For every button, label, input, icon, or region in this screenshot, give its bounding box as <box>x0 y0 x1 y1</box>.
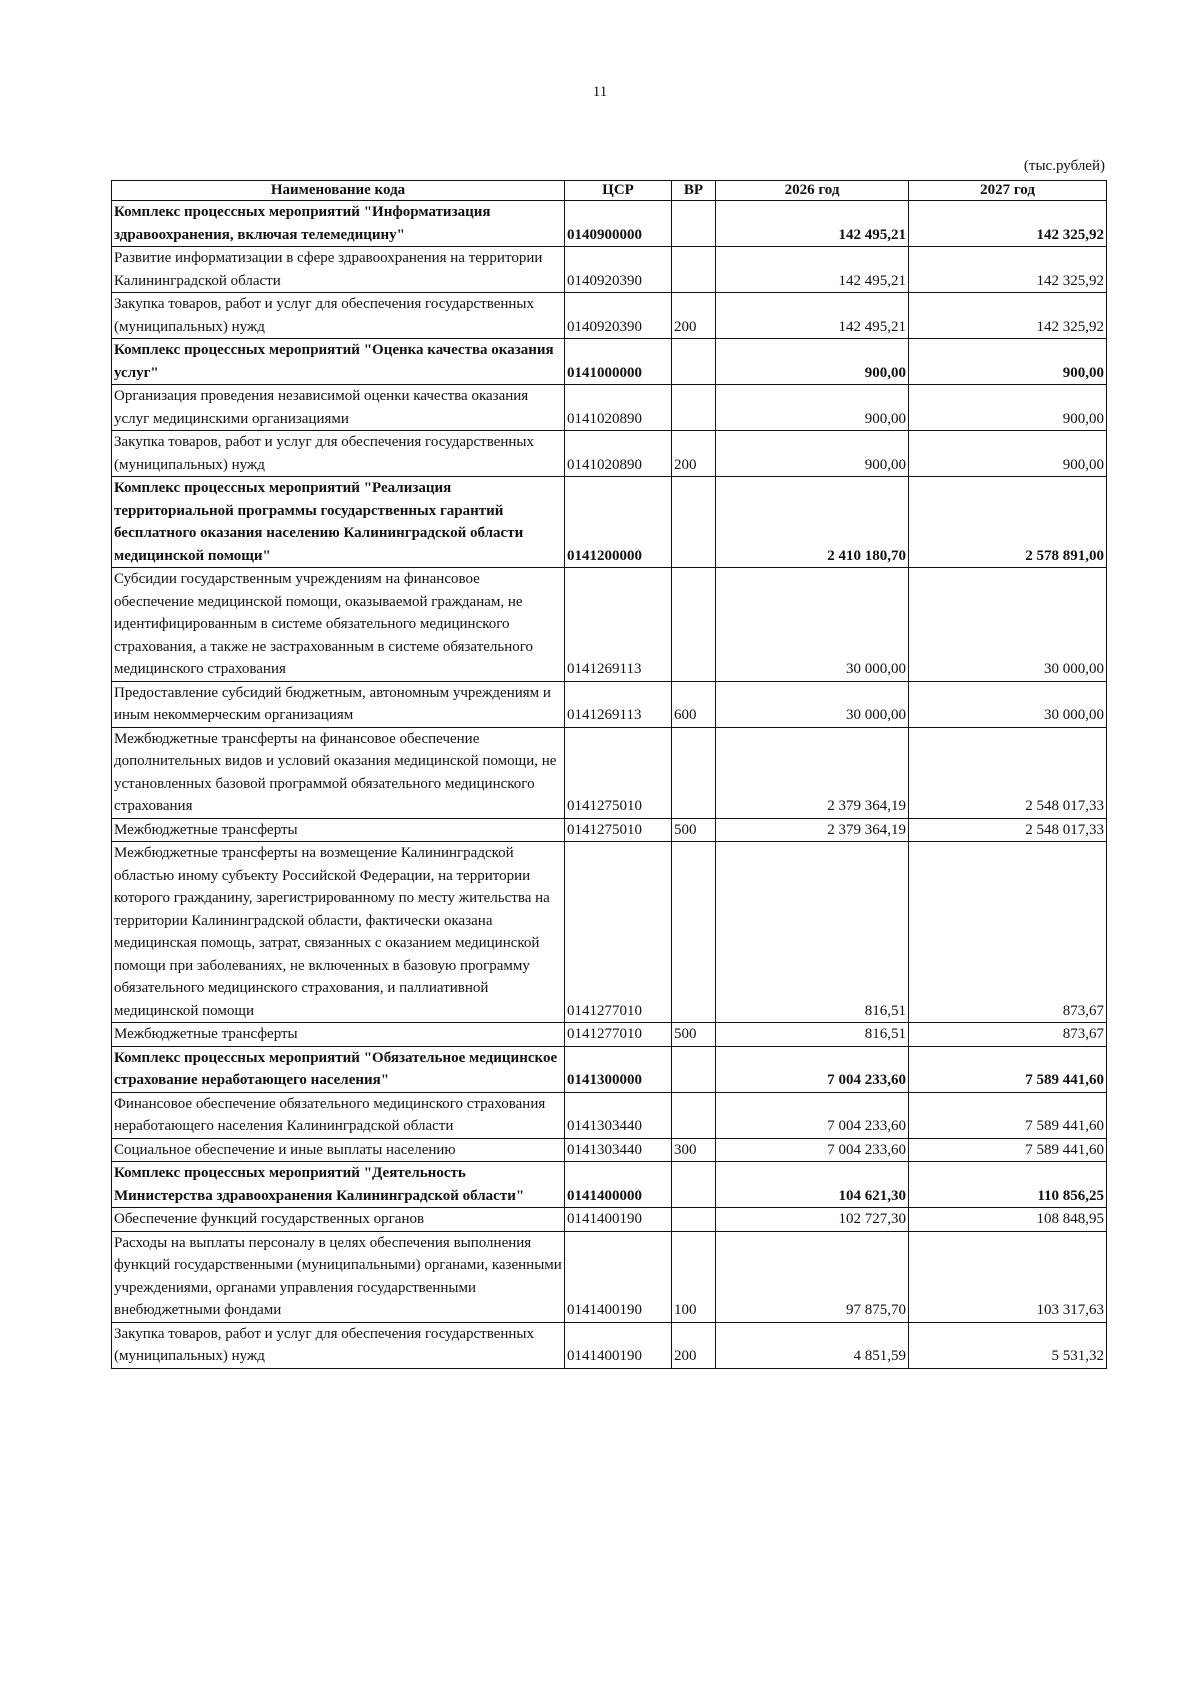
name-cell: Межбюджетные трансферты <box>112 1023 565 1047</box>
csr-cell: 0141200000 <box>565 477 672 568</box>
value-2027-cell: 873,67 <box>909 842 1107 1023</box>
units-label: (тыс.рублей) <box>1023 158 1105 174</box>
value-2026-cell: 142 495,21 <box>716 293 909 339</box>
vr-cell: 100 <box>672 1231 716 1322</box>
vr-cell <box>672 477 716 568</box>
value-2027-cell: 142 325,92 <box>909 293 1107 339</box>
vr-cell <box>672 842 716 1023</box>
csr-cell: 0141303440 <box>565 1138 672 1162</box>
csr-cell: 0140920390 <box>565 247 672 293</box>
csr-cell: 0141400000 <box>565 1162 672 1208</box>
name-cell: Организация проведения независимой оценки качества оказания услуг медицинскими организациями <box>112 385 565 431</box>
csr-cell: 0141269113 <box>565 568 672 682</box>
table-row <box>112 1208 1107 1232</box>
budget-table <box>111 180 1107 1369</box>
name-cell: Обеспечение функций государственных органов <box>112 1208 565 1232</box>
csr-cell: 0141303440 <box>565 1092 672 1138</box>
vr-cell: 200 <box>672 431 716 477</box>
value-2027-cell: 900,00 <box>909 385 1107 431</box>
csr-cell: 0140920390 <box>565 293 672 339</box>
table-row <box>112 339 1107 385</box>
value-2026-cell: 2 379 364,19 <box>716 818 909 842</box>
vr-cell <box>672 339 716 385</box>
name-cell: Предоставление субсидий бюджетным, автономным учреждениям и иным некоммерческим организациям <box>112 681 565 727</box>
value-2027-cell: 142 325,92 <box>909 201 1107 247</box>
vr-cell <box>672 1162 716 1208</box>
table-row <box>112 727 1107 818</box>
value-2026-cell: 7 004 233,60 <box>716 1138 909 1162</box>
value-2026-cell: 30 000,00 <box>716 681 909 727</box>
table-header-row <box>112 181 1107 201</box>
value-2027-cell: 7 589 441,60 <box>909 1046 1107 1092</box>
value-2026-cell: 7 004 233,60 <box>716 1046 909 1092</box>
value-2026-cell: 142 495,21 <box>716 201 909 247</box>
csr-cell: 0141000000 <box>565 339 672 385</box>
name-cell: Финансовое обеспечение обязательного медицинского страхования неработающего населения Калининградской области <box>112 1092 565 1138</box>
table-row <box>112 247 1107 293</box>
csr-cell: 0141269113 <box>565 681 672 727</box>
table-row <box>112 818 1107 842</box>
value-2027-cell: 5 531,32 <box>909 1322 1107 1368</box>
vr-cell: 500 <box>672 818 716 842</box>
vr-cell <box>672 1092 716 1138</box>
vr-cell <box>672 1208 716 1232</box>
header-name: Наименование кода <box>112 181 565 201</box>
value-2026-cell: 142 495,21 <box>716 247 909 293</box>
name-cell: Комплекс процессных мероприятий "Реализация территориальной программы государственных гарантий бесплатного оказания населению Калининградской области медицинской помощи" <box>112 477 565 568</box>
name-cell: Развитие информатизации в сфере здравоохранения на территории Калининградской области <box>112 247 565 293</box>
vr-cell: 200 <box>672 293 716 339</box>
csr-cell: 0141277010 <box>565 1023 672 1047</box>
table-row <box>112 568 1107 682</box>
header-vr: ВР <box>672 181 716 201</box>
value-2027-cell: 30 000,00 <box>909 568 1107 682</box>
csr-cell: 0141020890 <box>565 431 672 477</box>
vr-cell: 500 <box>672 1023 716 1047</box>
table-row <box>112 431 1107 477</box>
csr-cell: 0141277010 <box>565 842 672 1023</box>
vr-cell: 200 <box>672 1322 716 1368</box>
vr-cell <box>672 385 716 431</box>
name-cell: Межбюджетные трансферты на финансовое обеспечение дополнительных видов и условий оказания медицинской помощи, не установленных базовой программой обязательного медицинского страхования <box>112 727 565 818</box>
value-2026-cell: 816,51 <box>716 1023 909 1047</box>
table-row <box>112 293 1107 339</box>
name-cell: Субсидии государственным учреждениям на финансовое обеспечение медицинской помощи, оказываемой гражданам, не идентифицированным в системе обязательного медицинского страхования, а также не застрахованным в системе обязательного медицинского страхования <box>112 568 565 682</box>
name-cell: Комплекс процессных мероприятий "Деятельность Министерства здравоохранения Калининградской области" <box>112 1162 565 1208</box>
name-cell: Комплекс процессных мероприятий "Оценка качества оказания услуг" <box>112 339 565 385</box>
vr-cell <box>672 568 716 682</box>
page-number: 11 <box>592 84 608 100</box>
value-2027-cell: 2 548 017,33 <box>909 818 1107 842</box>
vr-cell <box>672 201 716 247</box>
value-2026-cell: 816,51 <box>716 842 909 1023</box>
value-2027-cell: 110 856,25 <box>909 1162 1107 1208</box>
vr-cell <box>672 1046 716 1092</box>
csr-cell: 0141300000 <box>565 1046 672 1092</box>
value-2026-cell: 102 727,30 <box>716 1208 909 1232</box>
csr-cell: 0141400190 <box>565 1322 672 1368</box>
value-2027-cell: 900,00 <box>909 431 1107 477</box>
csr-cell: 0140900000 <box>565 201 672 247</box>
value-2027-cell: 2 548 017,33 <box>909 727 1107 818</box>
vr-cell <box>672 247 716 293</box>
header-2026: 2026 год <box>716 181 909 201</box>
csr-cell: 0141400190 <box>565 1231 672 1322</box>
vr-cell: 300 <box>672 1138 716 1162</box>
value-2026-cell: 30 000,00 <box>716 568 909 682</box>
value-2026-cell: 900,00 <box>716 431 909 477</box>
csr-cell: 0141020890 <box>565 385 672 431</box>
header-2027: 2027 год <box>909 181 1107 201</box>
value-2026-cell: 104 621,30 <box>716 1162 909 1208</box>
value-2027-cell: 108 848,95 <box>909 1208 1107 1232</box>
value-2027-cell: 7 589 441,60 <box>909 1092 1107 1138</box>
name-cell: Комплекс процессных мероприятий "Обязательное медицинское страхование неработающего населения" <box>112 1046 565 1092</box>
name-cell: Закупка товаров, работ и услуг для обеспечения государственных (муниципальных) нужд <box>112 431 565 477</box>
name-cell: Комплекс процессных мероприятий "Информатизация здравоохранения, включая телемедицину" <box>112 201 565 247</box>
vr-cell: 600 <box>672 681 716 727</box>
name-cell: Закупка товаров, работ и услуг для обеспечения государственных (муниципальных) нужд <box>112 293 565 339</box>
value-2026-cell: 2 410 180,70 <box>716 477 909 568</box>
name-cell: Межбюджетные трансферты на возмещение Калининградской областью иному субъекту Российской Федерации, на территории которого гражданину, зарегистрированному по месту жительства на территории Калининградской области, фактически оказана медицинская помощь, затрат, связанных с оказанием медицинской помощи при заболеваниях, не включенных в базовую программу обязательного медицинского страхования, и паллиативной медицинской помощи <box>112 842 565 1023</box>
value-2026-cell: 7 004 233,60 <box>716 1092 909 1138</box>
csr-cell: 0141400190 <box>565 1208 672 1232</box>
value-2026-cell: 900,00 <box>716 339 909 385</box>
table-row <box>112 1162 1107 1208</box>
csr-cell: 0141275010 <box>565 818 672 842</box>
value-2027-cell: 2 578 891,00 <box>909 477 1107 568</box>
value-2026-cell: 2 379 364,19 <box>716 727 909 818</box>
table-row <box>112 1046 1107 1092</box>
table-row <box>112 385 1107 431</box>
table-row <box>112 1092 1107 1138</box>
vr-cell <box>672 727 716 818</box>
name-cell: Закупка товаров, работ и услуг для обеспечения государственных (муниципальных) нужд <box>112 1322 565 1368</box>
table-row <box>112 201 1107 247</box>
value-2027-cell: 900,00 <box>909 339 1107 385</box>
value-2026-cell: 97 875,70 <box>716 1231 909 1322</box>
table-row <box>112 1023 1107 1047</box>
table-row <box>112 681 1107 727</box>
header-csr: ЦСР <box>565 181 672 201</box>
name-cell: Социальное обеспечение и иные выплаты населению <box>112 1138 565 1162</box>
value-2027-cell: 142 325,92 <box>909 247 1107 293</box>
value-2027-cell: 30 000,00 <box>909 681 1107 727</box>
csr-cell: 0141275010 <box>565 727 672 818</box>
table-row <box>112 1138 1107 1162</box>
value-2027-cell: 7 589 441,60 <box>909 1138 1107 1162</box>
value-2026-cell: 900,00 <box>716 385 909 431</box>
name-cell: Межбюджетные трансферты <box>112 818 565 842</box>
table-body <box>112 201 1107 1369</box>
table-row <box>112 1231 1107 1322</box>
value-2026-cell: 4 851,59 <box>716 1322 909 1368</box>
name-cell: Расходы на выплаты персоналу в целях обеспечения выполнения функций государственными (муниципальными) органами, казенными учреждениями, органами управления государственными внебюджетными фондами <box>112 1231 565 1322</box>
table-row <box>112 477 1107 568</box>
value-2027-cell: 103 317,63 <box>909 1231 1107 1322</box>
value-2027-cell: 873,67 <box>909 1023 1107 1047</box>
table-row <box>112 842 1107 1023</box>
table-row <box>112 1322 1107 1368</box>
